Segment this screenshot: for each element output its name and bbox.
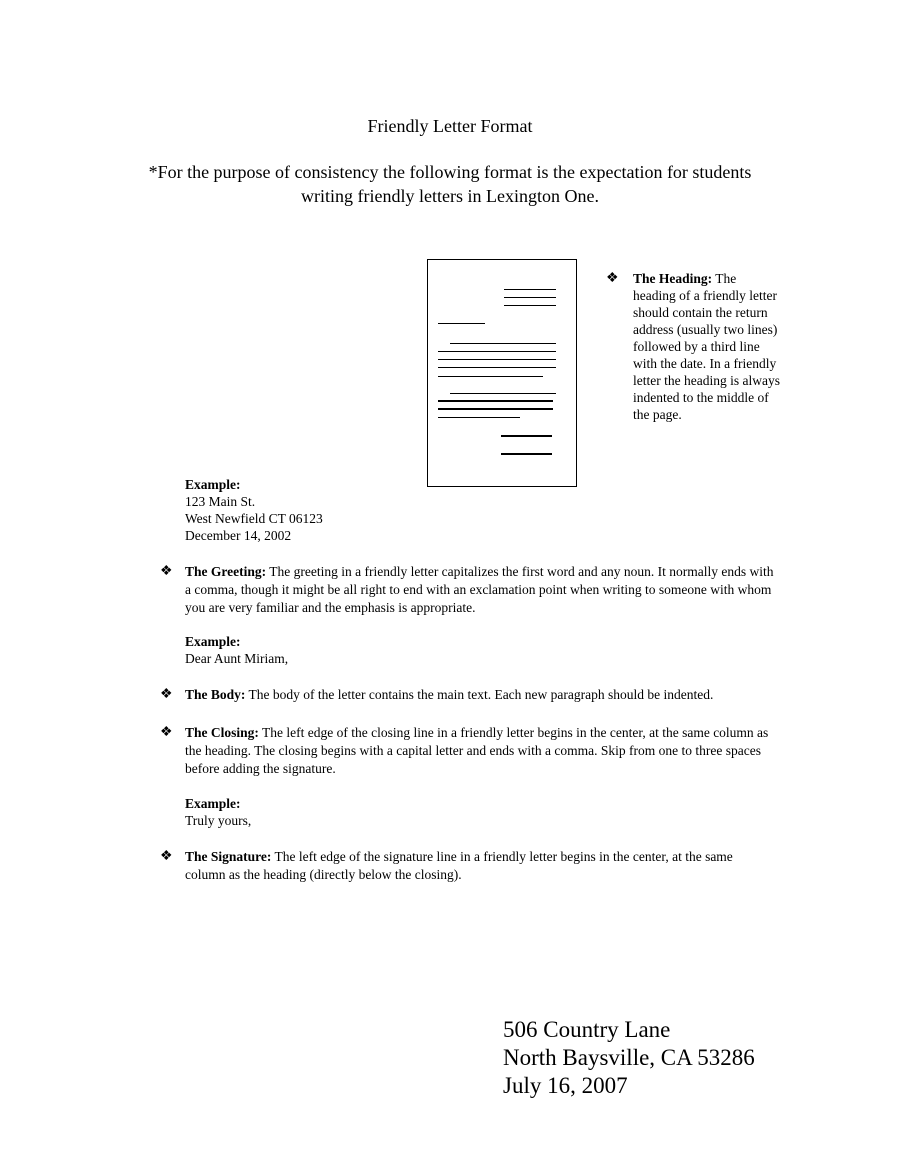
diagram-closing-line [501,435,552,437]
greeting-example [185,633,288,667]
body-description [185,686,713,704]
heading-section [606,270,781,423]
greeting-label: The Greeting: [185,564,267,579]
signature-text: The left edge of the signature line in a friendly letter begins in the center, at the same column as the heading (directly below the closing). [185,849,733,882]
diagram-body-line [438,376,543,377]
heading-label: The Heading: [633,271,713,286]
signature-label: The Signature: [185,849,272,864]
example-line: West Newfield CT 06123 [185,511,323,526]
heading-example [185,476,323,544]
bullet-icon: ❖ [606,271,619,286]
diagram-body-line [438,367,556,368]
diagram-signature-line [501,453,552,455]
heading-description [633,270,781,423]
bullet-icon: ❖ [160,687,173,702]
body-label: The Body: [185,687,246,702]
sample-heading-line: North Baysville, CA 53286 [503,1045,755,1070]
diagram-body-line [450,393,556,394]
signature-description [185,848,775,884]
diagram-body-line [438,408,553,410]
greeting-section [160,563,775,617]
greeting-text: The greeting in a friendly letter capitalizes the first word and any noun. It normally ends with a comma, though it might be all right to end with an exclamation point when writing to someone with whom you are very familiar and the emphasis is appropriate. [185,564,774,615]
diagram-body-line [438,400,553,402]
sample-heading [503,1016,755,1100]
sample-heading-line: 506 Country Lane [503,1017,671,1042]
diagram-heading-line [504,297,556,298]
bullet-icon: ❖ [160,564,173,579]
bullet-icon: ❖ [160,725,173,740]
body-text: The body of the letter contains the main text. Each new paragraph should be indented. [245,687,714,702]
closing-section [160,724,775,778]
body-section [160,686,775,704]
diagram-heading-line [504,305,556,306]
closing-text: The left edge of the closing line in a friendly letter begins in the center, at the same column as the heading. The closing begins with a capital letter and ends with a comma. Skip from one to three spaces before adding the signature. [185,725,769,776]
diagram-body-line [438,351,556,352]
heading-text: The heading of a friendly letter should contain the return address (usually two lines) followed by a third line with the date. In a friendly letter the heading is always indented to the middle of the page. [633,271,780,422]
closing-description [185,724,775,778]
diagram-greeting-line [438,323,485,324]
closing-example [185,795,251,829]
diagram-body-line [450,343,556,344]
example-line: December 14, 2002 [185,528,292,543]
example-line: Truly yours, [185,813,252,828]
signature-section [160,848,775,884]
page-subtitle: *For the purpose of consistency the following format is the expectation for students writing friendly letters in Lexington One. [148,162,752,206]
sample-heading-line: July 16, 2007 [503,1073,628,1098]
example-label: Example: [185,796,241,811]
bullet-icon: ❖ [160,849,173,864]
diagram-body-line [438,417,520,418]
example-label: Example: [185,634,241,649]
letter-diagram [427,259,577,487]
example-line: 123 Main St. [185,494,256,509]
diagram-heading-line [504,289,556,290]
greeting-description [185,563,775,617]
page-title: Friendly Letter Format [367,116,533,136]
example-label: Example: [185,477,241,492]
example-line: Dear Aunt Miriam, [185,651,289,666]
closing-label: The Closing: [185,725,259,740]
diagram-body-line [438,359,556,360]
